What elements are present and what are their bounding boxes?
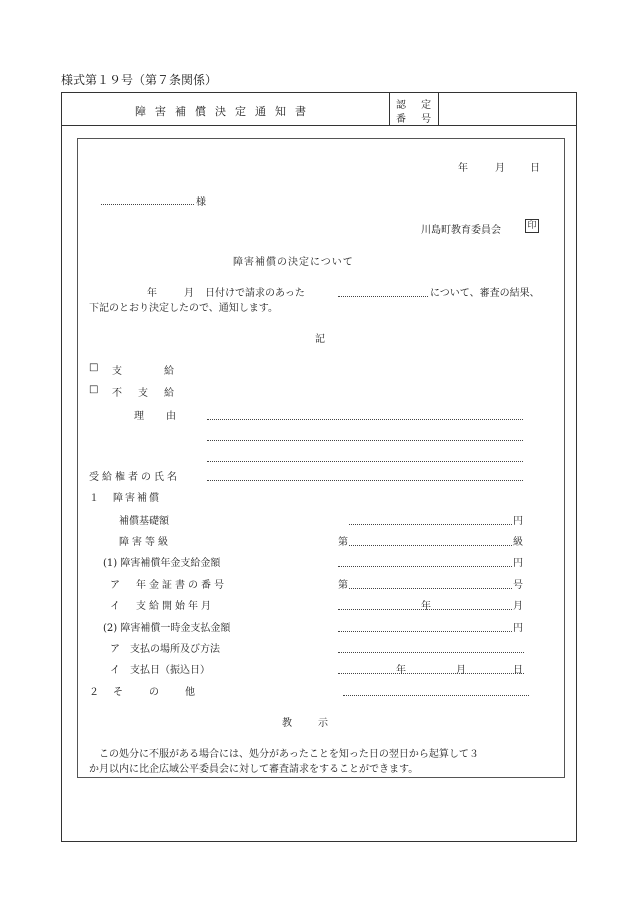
other-field[interactable]	[343, 686, 529, 696]
recipient-suffix: 様	[196, 197, 206, 208]
paydate-field[interactable]	[338, 664, 524, 674]
claim-subject-field[interactable]	[338, 287, 428, 297]
nopay-checkbox[interactable]: □	[89, 384, 99, 395]
form-label: 様式第１９号（第７条関係）	[61, 73, 218, 87]
annuity-label: (1) 障害補償年金支給金額	[103, 558, 221, 569]
grade-prefix: 第	[338, 537, 348, 548]
lump-label: (2) 障害補償一時金支払金額	[103, 623, 231, 634]
base-amount-label: 補償基礎額	[119, 516, 169, 527]
nopay-label: 不 支 給	[112, 388, 177, 399]
lump-field[interactable]	[338, 622, 512, 632]
start-month: 月	[513, 601, 523, 612]
date-month: 月	[495, 163, 505, 174]
notice-title: 教 示	[282, 718, 330, 729]
notice-line-1: この処分に不服がある場合には、処分があったことを知った日の翌日から起算して３	[99, 749, 479, 760]
reason-field-3[interactable]	[207, 452, 523, 462]
issuer: 川島町教育委員会	[421, 225, 501, 236]
seal-stamp: 印	[525, 219, 539, 233]
cert-no-prefix: 第	[338, 580, 348, 591]
intro-text-3: 下記のとおり決定したので、通知します。	[89, 303, 278, 314]
paydate-label: イ 支払日（振込日）	[110, 665, 210, 676]
paydate-year: 年	[396, 665, 406, 676]
intro-text-1: 日付けで請求のあった	[205, 288, 305, 299]
header-divider	[438, 92, 439, 126]
intro-month: 月	[184, 288, 194, 299]
cert-label-1: 認 定	[396, 100, 438, 111]
cert-no-label: ア 年金証書の番号	[110, 580, 227, 591]
subject: 障害補償の決定について	[233, 257, 354, 268]
ki-label: 記	[315, 334, 325, 345]
cert-no-field[interactable]	[349, 579, 512, 589]
base-amount-unit: 円	[513, 516, 523, 527]
annuity-field[interactable]	[338, 557, 512, 567]
header-divider	[389, 92, 390, 126]
start-year: 年	[421, 601, 431, 612]
cert-label-2: 番 号	[396, 114, 438, 125]
date-day: 日	[530, 163, 540, 174]
pay-checkbox[interactable]: □	[89, 362, 99, 373]
reason-label: 理 由	[134, 411, 182, 422]
recipient-field[interactable]	[101, 195, 194, 205]
place-label: ア 支払の場所及び方法	[110, 644, 220, 655]
start-label: イ 支給開始年月	[110, 601, 214, 612]
paydate-month: 月	[456, 665, 466, 676]
document-title: 障害補償決定通知書	[135, 105, 315, 118]
notice-line-2: か月以内に比企広域公平委員会に対して審査請求をすることができます。	[89, 764, 419, 775]
paydate-day: 日	[513, 665, 523, 676]
base-amount-field[interactable]	[349, 515, 512, 525]
beneficiary-label: 受給権者の氏名	[89, 472, 180, 483]
beneficiary-field[interactable]	[207, 471, 523, 481]
cert-no-unit: 号	[513, 580, 523, 591]
grade-field[interactable]	[349, 536, 512, 546]
grade-label: 障害等級	[119, 537, 171, 548]
lump-unit: 円	[513, 623, 523, 634]
grade-unit: 級	[513, 537, 523, 548]
reason-field-1[interactable]	[207, 410, 523, 420]
annuity-unit: 円	[513, 558, 523, 569]
intro-text-2: について、審査の結果、	[430, 288, 540, 299]
reason-field-2[interactable]	[207, 431, 523, 441]
intro-year: 年	[147, 288, 157, 299]
section1-title: １ 障害補償	[89, 493, 161, 504]
date-year: 年	[458, 163, 468, 174]
cert-number-field[interactable]	[440, 94, 575, 124]
pay-label: 支 給	[112, 366, 177, 377]
place-field[interactable]	[338, 643, 524, 653]
section2-title: ２ そ の 他	[89, 687, 197, 698]
